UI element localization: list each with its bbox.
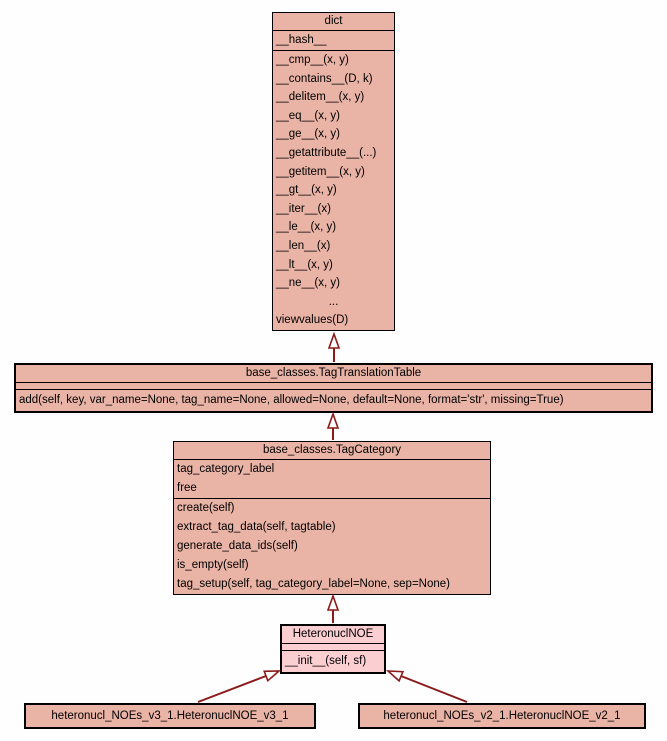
class-attributes-tag-category bbox=[174, 460, 490, 499]
inheritance-arrow-noe-v3-1-to-heteronuclnoe bbox=[198, 676, 266, 702]
class-box-tag-translation-table[interactable] bbox=[14, 363, 653, 413]
method-row: create(self) bbox=[177, 502, 235, 514]
class-methods-tag-translation-table bbox=[16, 390, 651, 411]
hollow-arrowhead-icon bbox=[388, 671, 403, 681]
class-box-tag-category[interactable] bbox=[173, 441, 491, 595]
class-box-heteronucl-noe[interactable] bbox=[280, 624, 386, 674]
class-box-dict[interactable] bbox=[272, 12, 395, 331]
class-box-heteronucl-noe-v2-1[interactable] bbox=[358, 703, 646, 729]
hollow-arrowhead-icon bbox=[264, 671, 279, 681]
class-attributes-empty bbox=[16, 383, 651, 390]
method-row: viewvalues(D) bbox=[276, 314, 349, 327]
method-row: __init__(self, sf) bbox=[285, 655, 367, 667]
method-row: __cmp__(x, y) bbox=[276, 54, 349, 66]
method-row: __delitem__(x, y) bbox=[276, 91, 365, 104]
method-row: __getattribute__(...) bbox=[276, 146, 377, 159]
method-row: __gt__(x, y) bbox=[276, 184, 337, 197]
hollow-arrowhead-icon bbox=[328, 596, 338, 610]
method-row: extract_tag_data(self, tagtable) bbox=[177, 521, 336, 533]
method-row: add(self, key, var_name=None, tag_name=None, allowed=None, default=None, format='str', missing=True) bbox=[19, 394, 564, 406]
method-row: __le__(x, y) bbox=[276, 221, 337, 234]
inheritance-arrow-noe-v2-1-to-heteronuclnoe bbox=[401, 676, 467, 702]
class-title-heteronucl-noe-v3-1[interactable]: heteronucl_NOEs_v3_1.HeteronuclNOE_v3_1 bbox=[51, 710, 289, 722]
method-row: __ge__(x, y) bbox=[276, 128, 340, 141]
method-row: __lt__(x, y) bbox=[276, 258, 333, 271]
method-row: __eq__(x, y) bbox=[276, 109, 340, 122]
attribute-row: __hash__ bbox=[276, 34, 327, 46]
method-row: __contains__(D, k) bbox=[276, 72, 373, 85]
class-methods-heteronucl-noe bbox=[282, 651, 384, 672]
class-methods-dict bbox=[273, 51, 394, 330]
class-title-heteronucl-noe[interactable]: HeteronuclNOE bbox=[282, 626, 384, 644]
class-box-heteronucl-noe-v3-1[interactable] bbox=[24, 703, 316, 729]
ellipsis-row: ... bbox=[328, 295, 339, 308]
method-row: is_empty(self) bbox=[177, 559, 249, 571]
method-row: __ne__(x, y) bbox=[276, 277, 340, 290]
method-row: __iter__(x) bbox=[276, 202, 331, 215]
attribute-row: free bbox=[177, 482, 197, 494]
class-title-tag-translation-table[interactable]: base_classes.TagTranslationTable bbox=[16, 365, 651, 383]
class-attributes-empty bbox=[282, 644, 384, 651]
method-row: __getitem__(x, y) bbox=[276, 165, 365, 178]
attribute-row: tag_category_label bbox=[177, 463, 275, 475]
class-methods-tag-category bbox=[174, 499, 490, 594]
hollow-arrowhead-icon bbox=[329, 334, 339, 348]
class-attributes-dict bbox=[273, 31, 394, 51]
class-title-dict[interactable]: dict bbox=[273, 13, 394, 31]
hollow-arrowhead-icon bbox=[328, 414, 338, 428]
method-row: tag_setup(self, tag_category_label=None, sep=None) bbox=[177, 578, 450, 590]
class-title-tag-category[interactable]: base_classes.TagCategory bbox=[174, 442, 490, 460]
method-row: __len__(x) bbox=[276, 239, 331, 252]
method-row: generate_data_ids(self) bbox=[177, 540, 298, 552]
class-title-heteronucl-noe-v2-1[interactable]: heteronucl_NOEs_v2_1.HeteronuclNOE_v2_1 bbox=[383, 710, 621, 722]
